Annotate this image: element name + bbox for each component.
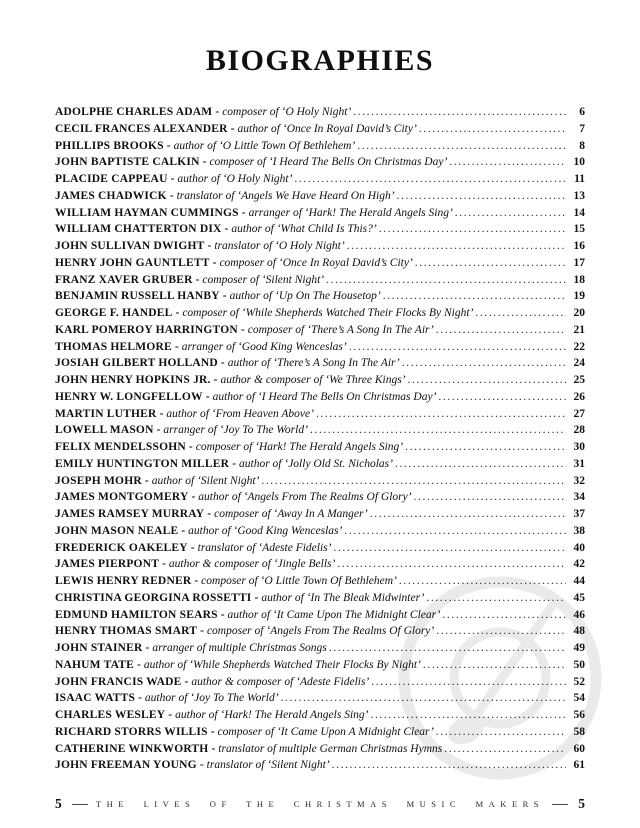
toc-entry — [55, 154, 585, 171]
entry-name: JAMES CHADWICK — [55, 189, 167, 202]
entry-name: GEORGE F. HANDEL — [55, 307, 173, 319]
dot-leader — [436, 389, 566, 406]
dot-leader — [413, 255, 566, 272]
dot-leader — [330, 757, 566, 774]
entry-name: RICHARD STORRS WILLIS — [55, 725, 208, 738]
toc-entry — [55, 372, 585, 389]
dot-leader — [400, 355, 566, 372]
entry-page-number: 38 — [573, 524, 585, 537]
entry-description: composer of ‘Once In Royal David’s City’ — [219, 256, 413, 269]
toc-entry — [55, 724, 585, 741]
entry-page-number: 30 — [573, 441, 585, 453]
footer-rule-left — [72, 804, 88, 805]
dot-leader — [403, 439, 566, 456]
entry-description: author of ‘Up On The Housetop’ — [229, 290, 381, 303]
entry-description: author of ‘Silent Night’ — [151, 474, 260, 487]
entry-description: author of ‘It Came Upon The Midnight Clear’ — [227, 608, 441, 621]
toc-entry — [55, 489, 585, 506]
toc-entry — [55, 171, 585, 188]
dot-leader — [473, 305, 566, 322]
dot-leader — [335, 556, 566, 573]
entry-separator: - — [220, 357, 225, 370]
dot-leader — [397, 573, 566, 590]
toc-entry — [55, 406, 585, 423]
entry-name: JOHN FRANCIS WADE — [55, 675, 182, 688]
dot-leader — [331, 540, 566, 557]
entry-description: translator of ‘Angels We Have Heard On High’ — [176, 189, 395, 202]
toc-entry — [55, 540, 585, 557]
toc-entry — [55, 640, 585, 657]
entry-name: HENRY JOHN GAUNTLETT — [55, 256, 210, 269]
entry-name: EDMUND HAMILTON SEARS — [55, 608, 218, 621]
entry-description: composer of ‘O Little Town Of Bethlehem’ — [201, 575, 397, 587]
entry-separator: - — [145, 642, 150, 654]
entry-description: composer of ‘Hark! The Herald Angels Sing’ — [195, 441, 404, 453]
dot-leader — [453, 205, 566, 222]
toc-entry — [55, 138, 585, 155]
entry-separator: - — [195, 273, 200, 286]
dot-leader — [381, 288, 566, 305]
entry-name: JAMES MONTGOMERY — [55, 491, 189, 504]
toc-entry — [55, 104, 585, 121]
entry-page-number: 52 — [573, 675, 585, 688]
entry-name: WILLIAM CHATTERTON DIX — [55, 223, 222, 236]
entry-description: arranger of ‘Good King Wenceslas’ — [181, 340, 347, 353]
footer-book-title: THE LIVES OF THE CHRISTMAS MUSIC MAKERS — [95, 799, 545, 809]
entry-page-number: 18 — [573, 273, 585, 286]
entry-page-number: 25 — [573, 374, 585, 386]
dot-leader — [447, 154, 566, 171]
toc-entry — [55, 456, 585, 473]
dot-leader — [369, 674, 566, 691]
entry-separator: - — [232, 457, 236, 470]
entry-page-number: 45 — [573, 591, 585, 604]
entry-page-number: 10 — [573, 156, 585, 169]
entry-name: PLACIDE CAPPEAU — [55, 173, 168, 185]
entry-separator: - — [156, 424, 161, 437]
entry-description: translator of ‘O Holy Night’ — [214, 240, 345, 252]
dot-leader — [368, 506, 566, 523]
toc-entry — [55, 573, 585, 590]
entry-page-number: 6 — [579, 106, 585, 118]
dot-leader — [355, 138, 566, 155]
entry-separator: - — [137, 658, 141, 671]
entry-separator: - — [210, 725, 215, 738]
entry-description: composer of ‘It Came Upon A Midnight Clear’ — [217, 725, 434, 738]
entry-separator: - — [159, 407, 164, 420]
entry-description: translator of multiple German Christmas Hymns — [218, 742, 443, 755]
entry-page-number: 8 — [579, 139, 585, 152]
entry-description: composer of ‘O Holy Night’ — [222, 106, 352, 118]
toc-entry — [55, 322, 585, 339]
entry-description: author of ‘Good King Wenceslas’ — [188, 524, 343, 537]
dot-leader — [279, 690, 566, 707]
entry-page-number: 31 — [573, 457, 585, 470]
entry-page-number: 60 — [573, 742, 585, 755]
entry-separator: - — [174, 340, 179, 353]
dot-leader — [345, 238, 566, 255]
dot-leader — [395, 188, 566, 205]
entry-description: arranger of ‘Joy To The World’ — [163, 424, 308, 437]
entry-separator: - — [213, 374, 218, 386]
entry-separator: - — [230, 122, 235, 135]
entry-separator: - — [215, 106, 220, 118]
toc-entry — [55, 188, 585, 205]
entry-separator: - — [212, 256, 217, 269]
toc-entry — [55, 556, 585, 573]
toc-entry — [55, 674, 585, 691]
entry-separator: - — [184, 675, 189, 688]
entry-name: JOHN FREEMAN YOUNG — [55, 759, 197, 772]
entry-description: composer of ‘Silent Night’ — [202, 273, 325, 286]
entry-description: author & composer of ‘We Three Kings’ — [220, 374, 406, 386]
entry-description: translator of ‘Adeste Fidelis’ — [197, 541, 332, 554]
toc-entry — [55, 255, 585, 272]
toc-entry — [55, 623, 585, 640]
entry-name: HENRY THOMAS SMART — [55, 625, 198, 638]
entry-separator: - — [202, 156, 207, 169]
entry-description: author of ‘Hark! The Herald Angels Sing’ — [175, 709, 369, 721]
entry-name: CHRISTINA GEORGINA ROSSETTI — [55, 591, 252, 604]
entry-separator: - — [138, 692, 142, 705]
entry-separator: - — [162, 558, 166, 571]
footer-page-number-left: 5 — [55, 796, 62, 811]
entry-name: MARTIN LUTHER — [55, 407, 157, 420]
entry-page-number: 58 — [573, 725, 585, 738]
entry-page-number: 61 — [573, 759, 585, 772]
entry-page-number: 20 — [573, 307, 585, 319]
entry-separator: - — [170, 173, 175, 185]
footer-rule-right — [552, 804, 568, 805]
entry-description: translator of ‘Silent Night’ — [206, 759, 330, 772]
entry-description: author of ‘I Heard The Bells On Christmas Day’ — [212, 390, 437, 403]
entry-name: JAMES RAMSEY MURRAY — [55, 508, 205, 520]
entry-name: ADOLPHE CHARLES ADAM — [55, 106, 213, 118]
entry-name: LEWIS HENRY REDNER — [55, 575, 192, 587]
entry-separator: - — [188, 441, 193, 453]
entry-description: author of ‘Joy To The World’ — [144, 692, 279, 705]
entry-page-number: 15 — [573, 223, 585, 236]
dot-leader — [324, 272, 566, 289]
page-title: BIOGRAPHIES — [205, 44, 435, 77]
dot-leader — [442, 741, 566, 758]
entry-page-number: 16 — [573, 240, 585, 252]
toc-entry — [55, 339, 585, 356]
entry-name: JOHN SULLIVAN DWIGHT — [55, 240, 205, 252]
entry-separator: - — [199, 759, 204, 772]
entry-description: composer of ‘Away In A Manger’ — [214, 508, 368, 520]
entry-name: EMILY HUNTINGTON MILLER — [55, 457, 230, 470]
entry-description: author of ‘O Little Town Of Bethlehem’ — [173, 139, 356, 152]
entry-name: CHARLES WESLEY — [55, 709, 166, 721]
entry-page-number: 40 — [573, 541, 585, 554]
entry-page-number: 46 — [573, 608, 585, 621]
entry-separator: - — [241, 206, 246, 219]
entry-separator: - — [144, 474, 149, 487]
dot-leader — [393, 456, 566, 473]
entry-page-number: 32 — [573, 474, 585, 487]
entry-description: author of ‘While Shepherds Watched Their Flocks By Night’ — [143, 658, 421, 671]
footer-page-number-right: 5 — [578, 796, 585, 811]
toc-entry — [55, 305, 585, 322]
dot-leader — [347, 339, 566, 356]
toc-entry — [55, 439, 585, 456]
entry-page-number: 42 — [573, 558, 585, 571]
entry-name: BENJAMIN RUSSELL HANBY — [55, 290, 220, 303]
toc-entry — [55, 757, 585, 774]
entry-separator: - — [211, 742, 216, 755]
entry-page-number: 44 — [573, 575, 585, 587]
entry-separator: - — [190, 541, 195, 554]
entry-description: composer of ‘While Shepherds Watched Their Flocks By Night’ — [182, 307, 474, 319]
entry-separator: - — [194, 575, 199, 587]
entry-name: ISAAC WATTS — [55, 692, 136, 705]
entry-name: HENRY W. LONGFELLOW — [55, 390, 203, 403]
page-footer — [55, 796, 585, 812]
entry-separator: - — [175, 307, 180, 319]
dot-leader — [314, 406, 566, 423]
toc-entry — [55, 205, 585, 222]
entry-description: author & composer of ‘Jingle Bells’ — [168, 558, 336, 571]
entry-separator: - — [191, 491, 196, 504]
entry-page-number: 48 — [573, 625, 585, 638]
entry-page-number: 37 — [573, 508, 585, 520]
dot-leader — [342, 523, 566, 540]
entry-name: FRANZ XAVER GRUBER — [55, 273, 193, 286]
entry-name: JOHN BAPTISTE CALKIN — [55, 156, 200, 169]
dot-leader — [434, 322, 566, 339]
entry-page-number: 54 — [573, 692, 585, 705]
dot-leader — [259, 473, 566, 490]
toc-entry — [55, 590, 585, 607]
dot-leader — [308, 422, 566, 439]
dot-leader — [434, 623, 566, 640]
entry-name: JOHN HENRY HOPKINS JR. — [55, 374, 211, 386]
entry-name: WILLIAM HAYMAN CUMMINGS — [55, 206, 239, 219]
toc-entry — [55, 707, 585, 724]
dot-leader — [327, 640, 566, 657]
entry-description: author of ‘O Holy Night’ — [177, 173, 293, 185]
toc-list — [55, 104, 585, 774]
entry-separator: - — [181, 524, 186, 537]
entry-description: author of ‘From Heaven Above’ — [166, 407, 314, 420]
entry-separator: - — [207, 240, 212, 252]
toc-entry — [55, 473, 585, 490]
toc-entry — [55, 607, 585, 624]
entry-name: LOWELL MASON — [55, 424, 154, 437]
entry-description: arranger of ‘Hark! The Herald Angels Sing’ — [248, 206, 453, 219]
entry-separator: - — [224, 223, 229, 236]
entry-description: author of ‘There’s A Song In The Air’ — [227, 357, 400, 370]
dot-leader — [417, 121, 566, 138]
entry-page-number: 21 — [573, 323, 585, 336]
toc-entry — [55, 238, 585, 255]
entry-name: NAHUM TATE — [55, 658, 134, 671]
entry-name: JOSEPH MOHR — [55, 474, 142, 487]
dot-leader — [421, 657, 566, 674]
entry-separator: - — [222, 290, 227, 303]
entry-name: KARL POMEROY HARRINGTON — [55, 323, 238, 336]
entry-description: arranger of multiple Christmas Songs — [152, 642, 327, 654]
entry-name: JOHN STAINER — [55, 642, 143, 654]
entry-description: author of ‘Jolly Old St. Nicholas’ — [239, 457, 393, 470]
entry-page-number: 7 — [579, 122, 585, 135]
dot-leader — [377, 221, 566, 238]
entry-name: JOHN MASON NEALE — [55, 524, 179, 537]
entry-name: CECIL FRANCES ALEXANDER — [55, 122, 228, 135]
entry-page-number: 19 — [573, 290, 585, 303]
entry-page-number: 24 — [573, 357, 585, 370]
entry-separator: - — [168, 709, 173, 721]
dot-leader — [412, 489, 566, 506]
entry-page-number: 22 — [573, 340, 585, 353]
entry-description: composer of ‘I Heard The Bells On Christmas Day’ — [209, 156, 448, 169]
entry-description: author of ‘Angels From The Realms Of Glory’ — [198, 491, 412, 504]
entry-page-number: 56 — [573, 709, 585, 721]
dot-leader — [440, 607, 566, 624]
dot-leader — [424, 590, 566, 607]
entry-description: composer of ‘Angels From The Realms Of Glory’ — [206, 625, 435, 638]
entry-page-number: 27 — [573, 407, 585, 420]
footer-center — [72, 799, 569, 809]
entry-separator: - — [207, 508, 212, 520]
entry-separator: - — [166, 139, 171, 152]
entry-page-number: 13 — [573, 189, 585, 202]
toc-entry — [55, 389, 585, 406]
entry-separator: - — [205, 390, 210, 403]
toc-entry — [55, 741, 585, 758]
toc-entry — [55, 272, 585, 289]
toc-entry — [55, 422, 585, 439]
entry-name: FREDERICK OAKELEY — [55, 541, 188, 554]
toc-entry — [55, 506, 585, 523]
toc-entry — [55, 690, 585, 707]
entry-name: CATHERINE WINKWORTH — [55, 742, 209, 755]
toc-entry — [55, 121, 585, 138]
toc-entry — [55, 657, 585, 674]
entry-description: composer of ‘There’s A Song In The Air’ — [247, 323, 434, 336]
entry-page-number: 17 — [573, 256, 585, 269]
entry-separator: - — [240, 323, 245, 336]
entry-name: JOSIAH GILBERT HOLLAND — [55, 357, 218, 370]
entry-description: author of ‘In The Bleak Midwinter’ — [261, 591, 425, 604]
entry-page-number: 28 — [573, 424, 585, 437]
entry-page-number: 34 — [573, 491, 585, 504]
entry-page-number: 50 — [573, 658, 585, 671]
entry-description: author & composer of ‘Adeste Fidelis’ — [191, 675, 370, 688]
entry-separator: - — [220, 608, 225, 621]
entry-name: JAMES PIERPONT — [55, 558, 160, 571]
toc-entry — [55, 288, 585, 305]
toc-entry — [55, 355, 585, 372]
dot-leader — [292, 171, 566, 188]
entry-name: THOMAS HELMORE — [55, 340, 172, 353]
dot-leader — [406, 372, 566, 389]
toc-entry — [55, 523, 585, 540]
entry-name: FELIX MENDELSSOHN — [55, 441, 186, 453]
entry-page-number: 14 — [573, 206, 585, 219]
entry-separator: - — [200, 625, 204, 638]
entry-page-number: 26 — [573, 390, 585, 403]
entry-description: author of ‘What Child Is This?’ — [231, 223, 377, 236]
dot-leader — [434, 724, 566, 741]
entry-page-number: 49 — [573, 642, 585, 654]
entry-separator: - — [254, 591, 259, 604]
entry-page-number: 11 — [574, 173, 585, 185]
entry-description: author of ‘Once In Royal David’s City’ — [237, 122, 417, 135]
dot-leader — [351, 104, 566, 121]
dot-leader — [368, 707, 566, 724]
toc-entry — [55, 221, 585, 238]
entry-name: PHILLIPS BROOKS — [55, 139, 164, 152]
entry-separator: - — [169, 189, 174, 202]
